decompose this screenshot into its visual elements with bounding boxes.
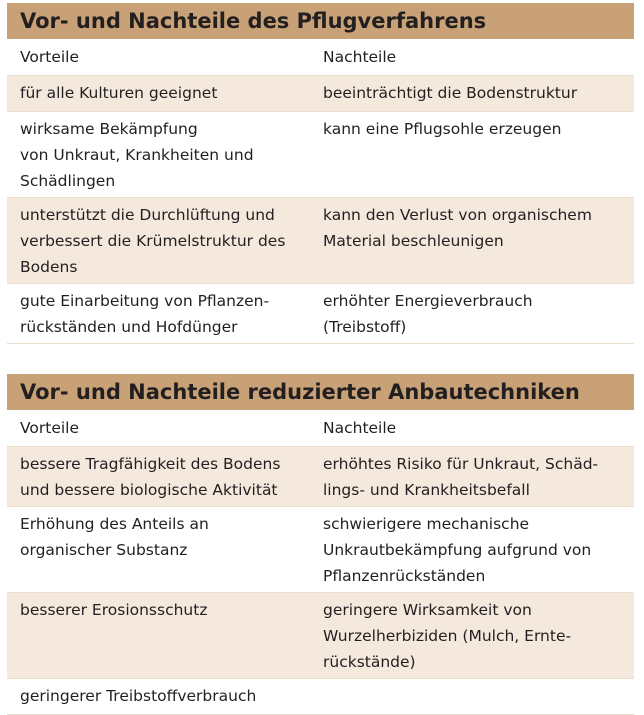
table-row	[7, 284, 634, 344]
con-cell	[323, 198, 634, 283]
cell-line: unterstützt die Durchlüftung und	[20, 206, 275, 224]
table-title: Vor- und Nachteile reduzierter Anbautechniken	[7, 374, 634, 410]
cell-line: kann eine Pflugsohle erzeugen	[323, 120, 562, 138]
column-header-vorteile: Vorteile	[20, 419, 80, 437]
cell-line: verbessert die Krümelstruktur des	[20, 232, 286, 250]
table-row	[7, 447, 634, 507]
cell-line: Bodens	[20, 258, 78, 276]
table-row	[7, 76, 634, 112]
cell-line: Wurzelherbiziden (Mulch, Ernte-	[323, 627, 572, 645]
cell-line: für alle Kulturen geeignet	[20, 84, 218, 102]
table-row	[7, 679, 634, 715]
con-cell	[323, 76, 634, 111]
cell-line: Pflanzenrückständen	[323, 567, 486, 585]
cell-line: Material beschleunigen	[323, 232, 504, 250]
cell-line: rückstände)	[323, 653, 416, 671]
table-pflugverfahren	[7, 3, 634, 344]
con-cell	[323, 447, 634, 506]
con-cell	[323, 284, 634, 343]
cell-line: geringerer Treibstoffverbrauch	[20, 687, 257, 705]
cell-line: wirksame Bekämpfung	[20, 120, 198, 138]
pro-cell	[7, 198, 323, 283]
column-header-vorteile: Vorteile	[20, 48, 80, 66]
cell-line: gute Einarbeitung von Pflanzen-	[20, 292, 270, 310]
pro-cell	[7, 284, 323, 343]
pro-cell	[7, 593, 323, 678]
pro-cell	[7, 447, 323, 506]
table-title: Vor- und Nachteile des Pflugverfahrens	[7, 3, 634, 39]
pro-cell	[7, 507, 323, 592]
cell-line: beeinträchtigt die Bodenstruktur	[323, 84, 578, 102]
cell-line: Erhöhung des Anteils an	[20, 515, 209, 533]
con-cell	[323, 593, 634, 678]
column-header-nachteile: Nachteile	[323, 419, 397, 437]
table-row	[7, 198, 634, 284]
table-reduzierte-anbautechniken	[7, 374, 634, 715]
con-cell	[323, 507, 634, 592]
pro-cell	[7, 679, 323, 714]
cell-line: kann den Verlust von organischem	[323, 206, 592, 224]
con-cell	[323, 679, 634, 714]
table-row	[7, 593, 634, 679]
cell-line: und bessere biologische Aktivität	[20, 481, 278, 499]
table-row	[7, 507, 634, 593]
cell-line: von Unkraut, Krankheiten und	[20, 146, 254, 164]
cell-line: rückständen und Hofdünger	[20, 318, 238, 336]
table-header-row	[7, 39, 634, 76]
cell-line: lings- und Krankheitsbefall	[323, 481, 530, 499]
table-header-row	[7, 410, 634, 447]
cell-line: besserer Erosionsschutz	[20, 601, 208, 619]
cell-line: bessere Tragfähigkeit des Bodens	[20, 455, 281, 473]
table-row	[7, 112, 634, 198]
cell-line: geringere Wirksamkeit von	[323, 601, 532, 619]
cell-line: Unkrautbekämpfung aufgrund von	[323, 541, 592, 559]
column-header-nachteile: Nachteile	[323, 48, 397, 66]
pro-cell	[7, 112, 323, 197]
cell-line: erhöhtes Risiko für Unkraut, Schäd-	[323, 455, 599, 473]
cell-line: Schädlingen	[20, 172, 116, 190]
cell-line: erhöhter Energieverbrauch	[323, 292, 533, 310]
cell-line: (Treibstoff)	[323, 318, 407, 336]
cell-line: organischer Substanz	[20, 541, 188, 559]
cell-line: schwierigere mechanische	[323, 515, 530, 533]
pro-cell	[7, 76, 323, 111]
con-cell	[323, 112, 634, 197]
